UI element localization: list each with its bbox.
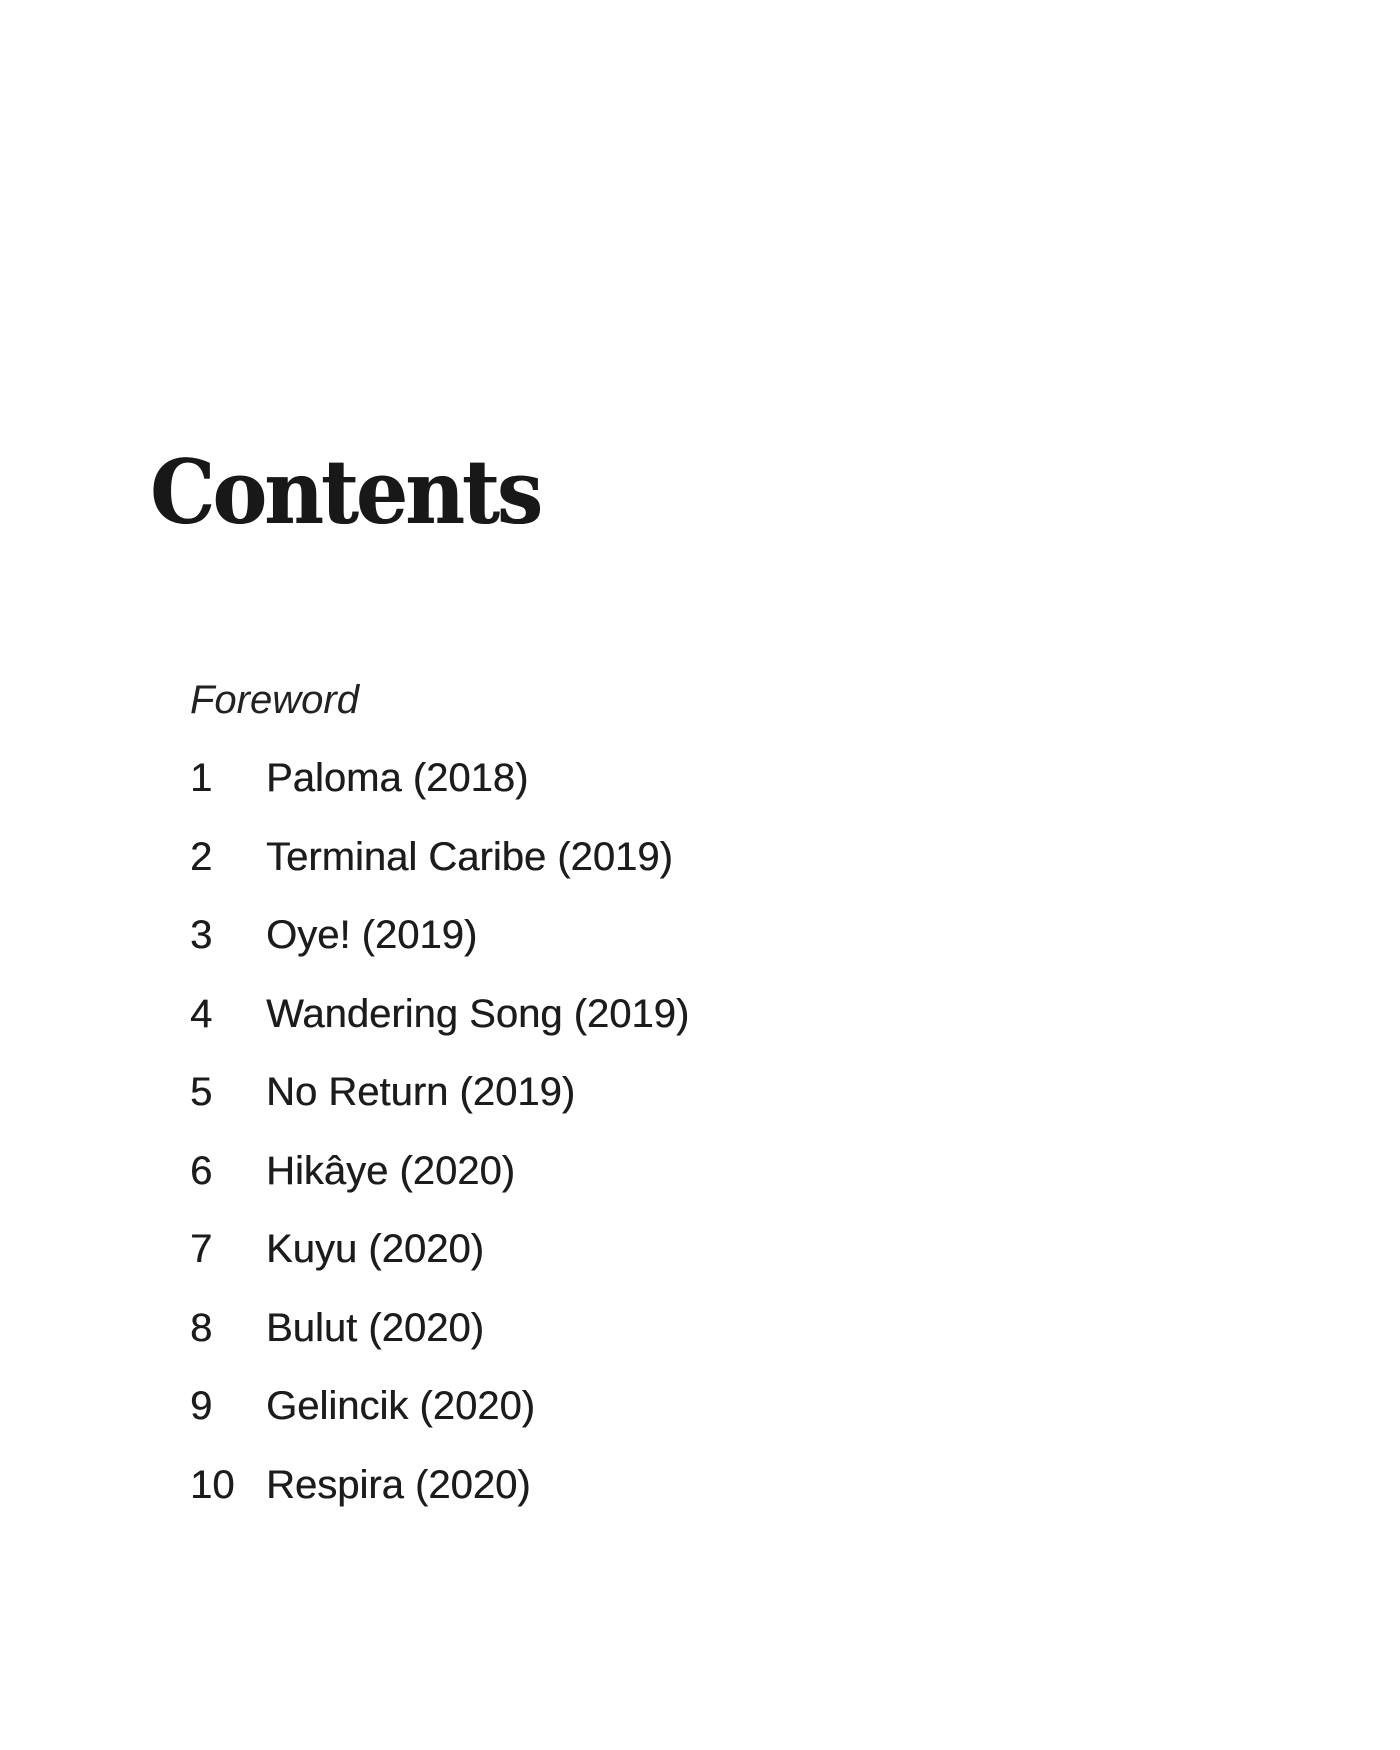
toc-foreword[interactable]: Foreword	[190, 678, 359, 722]
toc-entry[interactable]	[190, 907, 1090, 986]
toc-entry-title: Gelincik (2020)	[266, 1384, 536, 1428]
toc-entry-number: 4	[190, 991, 213, 1036]
toc-entry-title: No Return (2019)	[266, 1070, 576, 1114]
toc-entry-title: Respira (2020)	[266, 1462, 531, 1507]
toc-entry-title: Terminal Caribe (2019)	[266, 834, 673, 879]
page-title: Contents	[150, 440, 541, 544]
toc-entry-title: Kuyu (2020)	[266, 1227, 484, 1271]
toc-entry-number: 7	[190, 1227, 213, 1271]
toc-entry-number: 6	[190, 1148, 213, 1193]
toc-entry[interactable]	[190, 1300, 1090, 1379]
toc-entry-number: 5	[190, 1070, 213, 1114]
toc-entry[interactable]	[190, 1064, 1090, 1143]
toc-entry[interactable]	[190, 986, 1090, 1065]
toc-entry-title: Hikâye (2020)	[266, 1148, 516, 1193]
toc-entry-title: Oye! (2019)	[266, 913, 478, 957]
toc-entry[interactable]	[190, 1457, 1090, 1536]
toc-entry[interactable]	[190, 750, 1090, 829]
toc-entry-title: Paloma (2018)	[266, 756, 529, 800]
toc-entry[interactable]	[190, 1378, 1090, 1457]
toc-entry[interactable]	[190, 1143, 1090, 1222]
toc-entry-title: Wandering Song (2019)	[266, 991, 690, 1036]
toc-entry-title: Bulut (2020)	[266, 1305, 484, 1350]
toc-entry-number: 9	[190, 1384, 213, 1428]
toc-entry-number: 8	[190, 1305, 213, 1350]
toc-entry-number: 2	[190, 834, 213, 879]
toc-entry[interactable]	[190, 1221, 1090, 1300]
table-of-contents	[190, 672, 1090, 1535]
toc-entry-number: 3	[190, 913, 213, 957]
toc-entry-number: 10	[190, 1462, 235, 1507]
toc-entry-number: 1	[190, 756, 213, 800]
toc-entry[interactable]	[190, 829, 1090, 908]
